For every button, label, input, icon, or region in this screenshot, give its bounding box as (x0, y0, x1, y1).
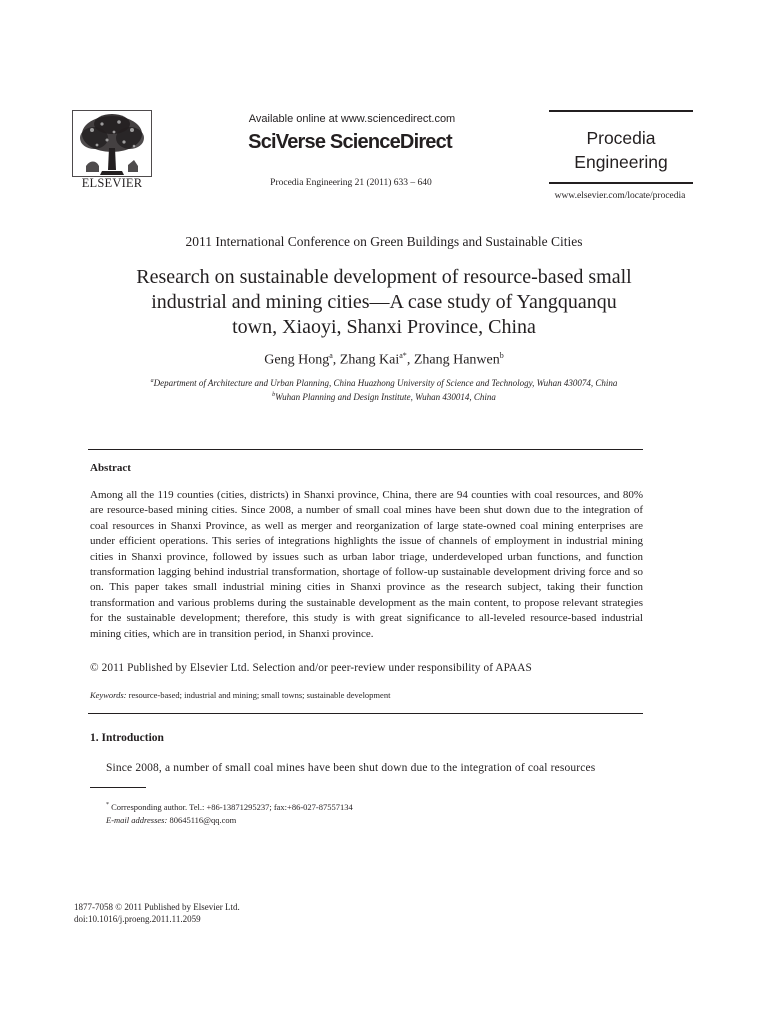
abstract-body: Among all the 119 counties (cities, districts) in Shanxi province, China, there are 94 counties with coal resources, and 80% are resource-based mining cities. Since 2008, a number of small coal mines have been shut down due to the integration of coal resources in Shanxi Province, as well as merger and reorganization of large state-owned coal mining enterprises are under efficient operations. This series of integrations highlights the issue of channels of employment in industrial mining cities in Shanxi province, followed by issues such as urban labor triage, underdeveloped urban functions, and function transformation lagging behind industrial transformation, shortage of follow-up sustainable development driving force and so on. This paper takes small industrial mining cities in Shanxi province as the research subject, taking their function transformation and various problems during the sustainable development as the main content, to propose relevant strategies for the sustainable development; therefore, this study is with great significance to all-leveled resource-based industrial mining cities, which are in transition period, in Shanxi province. (90, 489, 643, 640)
email-label: E-mail addresses: (106, 815, 168, 825)
conference-name: 2011 International Conference on Green Buildings and Sustainable Cities (185, 234, 583, 249)
footnote-rule (90, 787, 146, 788)
affiliation-mark: a (150, 378, 154, 384)
title-line-2: industrial and mining cities—A case study of Yangquanqu (151, 291, 617, 313)
introduction-paragraph: Since 2008, a number of small coal mines have been shut down due to the integration of coal resources (106, 762, 596, 774)
author-name: Zhang Hanwen (413, 352, 500, 368)
abstract-top-rule (88, 449, 643, 450)
author-affiliation-mark: b (499, 351, 504, 360)
sciverse-sciencedirect-logo: SciVerse ScienceDirect (248, 131, 452, 153)
footnote-mark: * (106, 802, 109, 809)
email-address[interactable]: 80645116@qq.com (167, 815, 237, 825)
keywords-label: Keywords: (90, 690, 127, 700)
section-heading-introduction: 1. Introduction (90, 732, 164, 744)
title-line-3: town, Xiaoyi, Shanxi Province, China (232, 316, 536, 338)
journal-title-line-1: Procedia (586, 128, 656, 148)
author-separator: , (332, 352, 340, 368)
author-name: Geng Hong (264, 352, 330, 368)
journal-title (549, 126, 693, 174)
author-affiliation-mark: a (329, 351, 333, 360)
title-line-1: Research on sustainable development of resource-based small (136, 266, 632, 288)
publisher-name: ELSEVIER (81, 176, 143, 190)
email-footnote (106, 815, 236, 825)
journal-url-link[interactable]: www.elsevier.com/locate/procedia (554, 191, 686, 201)
author-separator: , (406, 352, 414, 368)
author-name: Zhang Kai (339, 352, 400, 368)
copyright-statement: © 2011 Published by Elsevier Ltd. Selection and/or peer-review under responsibility of APAAS (90, 662, 532, 674)
footnote-text: Corresponding author. Tel.: +86-13871295237; fax:+86-027-87557134 (109, 802, 353, 812)
journal-title-box (549, 110, 693, 184)
journal-citation: Procedia Engineering 21 (2011) 633 – 640 (270, 178, 432, 188)
corresponding-author-footnote (106, 802, 353, 812)
affiliation-mark: b (272, 392, 276, 398)
author-affiliation-mark: a* (399, 351, 407, 360)
keywords-text: resource-based; industrial and mining; small towns; sustainable development (126, 690, 391, 700)
affiliation-a (80, 378, 688, 388)
affiliation-b (80, 392, 688, 402)
journal-title-line-2: Engineering (574, 152, 668, 172)
abstract-heading: Abstract (90, 462, 131, 474)
issn-line: 1877-7058 © 2011 Published by Elsevier Ltd. (74, 902, 240, 912)
doi-link[interactable]: doi:10.1016/j.proeng.2011.11.2059 (74, 914, 201, 924)
abstract-bottom-rule (88, 713, 643, 714)
available-online-text: Available online at www.sciencedirect.com (248, 113, 456, 125)
author-list (80, 351, 688, 369)
affiliation-text: Department of Architecture and Urban Planning, China Huazhong University of Science and Technology, Wuhan 430074, China (153, 378, 618, 388)
keywords (90, 690, 390, 700)
affiliation-text: Wuhan Planning and Design Institute, Wuhan 430014, China (275, 392, 496, 402)
paper-title (80, 265, 688, 340)
